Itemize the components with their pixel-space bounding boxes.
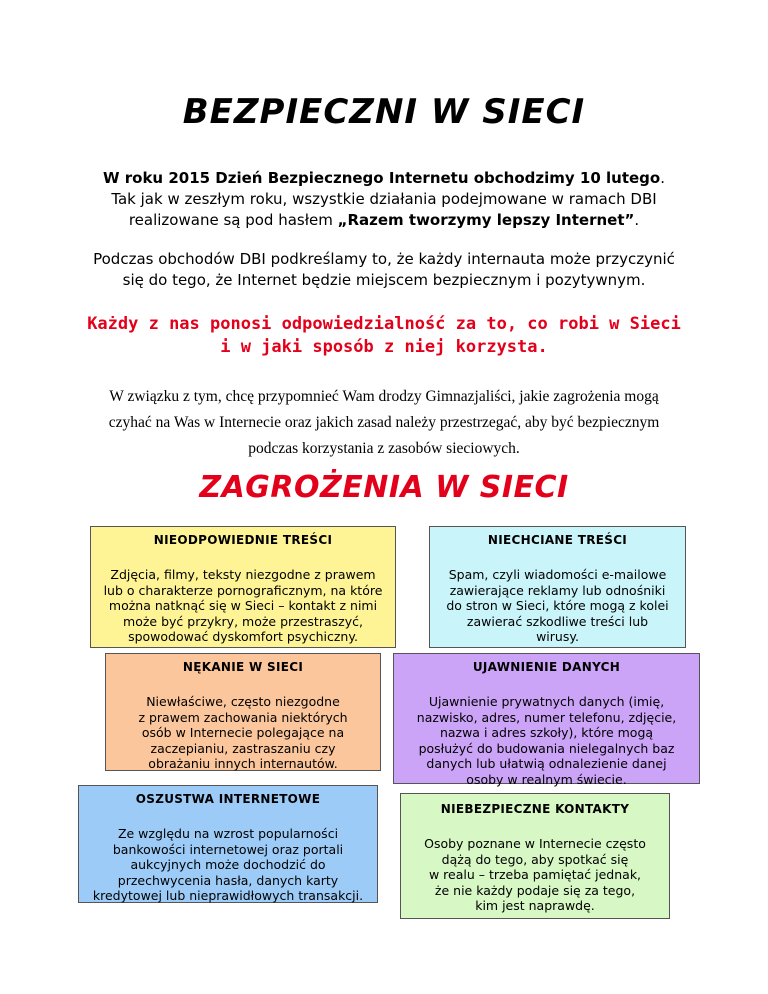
threats-heading: ZAGROŻENIA W SIECI: [199, 470, 569, 505]
text-line: kim jest naprawdę.: [475, 898, 595, 913]
threat-box-inappropriate-content: [90, 526, 396, 648]
text-line: zawierać szkodliwe treści lub: [466, 613, 649, 629]
responsibility-line1: Każdy z nas ponosi odpowiedzialność za to, co robi w Sieci: [87, 314, 681, 334]
text-line: Ze względu na wzrost popularności: [117, 826, 339, 841]
threat-box-harassment: [105, 653, 381, 771]
text-line: posłużyć do budowania nielegalnych baz: [418, 740, 675, 756]
intro-line3-start: realizowane są pod hasłem: [128, 211, 338, 229]
dbi-line2: się do tego, że Internet będzie miejscem bezpiecznym i pozytywnym.: [122, 271, 646, 289]
threat-box-heading: UJAWNIENIE DANYCH: [472, 660, 621, 674]
text-line: dążą do tego, aby spotkać się: [441, 851, 629, 867]
threat-box-body: [401, 836, 669, 914]
reminder-paragraph: [60, 384, 708, 462]
text-line: Osoby poznane w Internecie często: [424, 836, 646, 851]
responsibility-line2: i w jaki sposób z niej korzysta.: [220, 337, 548, 357]
text-line: zawierające reklamy lub odnośniki: [449, 582, 666, 598]
text-line: można natknąć się w Sieci – kontakt z nimi: [108, 598, 378, 613]
text-line: aukcyjnych może dochodzić do: [130, 857, 326, 872]
threat-box-heading: OSZUSTWA INTERNETOWE: [135, 792, 321, 806]
text-line: osób w Internecie polegające na: [141, 725, 345, 740]
intro-bold-line: W roku 2015 Dzień Bezpiecznego Internetu obchodzimy 10 lutego: [102, 169, 661, 187]
threat-box-unwanted-content: [429, 526, 686, 648]
threat-box-data-disclosure: [393, 653, 700, 787]
text-line: bankowości internetowej oraz portali: [112, 841, 344, 857]
intro-line2: Tak jak w zeszłym roku, wszystkie działania podejmowane w ramach DBI: [111, 190, 657, 208]
slogan: „Razem tworzymy lepszy Internet”: [337, 211, 635, 229]
dbi-line1: Podczas obchodów DBI podkreślamy to, że każdy internauta może przyczynić: [93, 250, 675, 268]
intro-line3-end: .: [634, 211, 640, 229]
text-line: osoby w realnym świecie.: [466, 771, 627, 787]
intro-paragraph: [60, 168, 708, 231]
text-line: obrażaniu innych internautów.: [148, 756, 338, 771]
text-line: lub o charakterze pornograficznym, na które: [103, 582, 383, 598]
text-line: w realu – trzeba pamiętać jednak,: [428, 867, 642, 882]
text-line: nazwisko, adres, numer telefonu, zdjęcie,: [416, 709, 677, 725]
text-line: Ujawnienie prywatnych danych (imię,: [428, 694, 665, 709]
responsibility-statement: [60, 313, 708, 359]
threat-box-body: [394, 694, 699, 787]
text-line: do stron w Sieci, które mogą z kolei: [446, 598, 669, 613]
text-line: danych lub ułatwią odnalezienie danej: [426, 756, 667, 771]
text-line: nazwa i adres szkoły), które mogą: [439, 725, 654, 740]
text-line: spowodować dyskomfort psychiczny.: [128, 629, 358, 644]
text-line: Zdjęcia, filmy, teksty niezgodne z prawem: [110, 567, 376, 582]
text-line: zaczepianiu, zastraszaniu czy: [150, 740, 336, 756]
text-line: Spam, czyli wiadomości e-mailowe: [448, 567, 667, 582]
text-line: Niewłaściwe, często niezgodne: [146, 694, 340, 709]
text-line: z prawem zachowania niektórych: [138, 709, 348, 725]
reminder-line1: W związku z tym, chcę przypomnieć Wam drodzy Gimnazjaliści, jakie zagrożenia mogą: [109, 388, 659, 405]
reminder-line3: podczas korzystania z zasobów sieciowych.: [248, 440, 520, 457]
threat-box-internet-fraud: [78, 785, 378, 903]
dbi-paragraph: [60, 249, 708, 291]
threat-box-body: [430, 567, 685, 645]
text-line: przechwycenia hasła, danych karty: [117, 872, 339, 888]
text-line: może być przykry, może przestraszyć,: [123, 613, 363, 629]
threat-box-body: [79, 826, 377, 904]
threat-box-body: [106, 694, 380, 772]
threat-box-body: [91, 567, 395, 645]
text-line: kredytowej lub nieprawidłowych transakcji.: [92, 888, 364, 903]
threat-box-heading: NIEBEZPIECZNE KONTAKTY: [440, 802, 630, 816]
text-line: że nie każdy podaje się za tego,: [434, 882, 636, 898]
threat-box-dangerous-contacts: [400, 793, 670, 919]
reminder-line2: czyhać na Was w Internecie oraz jakich zasad należy przestrzegać, aby być bezpiecznym: [108, 414, 660, 431]
threat-box-heading: NIECHCIANE TREŚCI: [487, 533, 628, 547]
intro-line1-end: .: [660, 169, 665, 187]
threat-box-heading: NĘKANIE W SIECI: [182, 660, 304, 674]
text-line: wirusy.: [536, 629, 579, 644]
threat-box-heading: NIEODPOWIEDNIE TREŚCI: [153, 533, 333, 547]
page-title: BEZPIECZNI W SIECI: [182, 92, 586, 132]
